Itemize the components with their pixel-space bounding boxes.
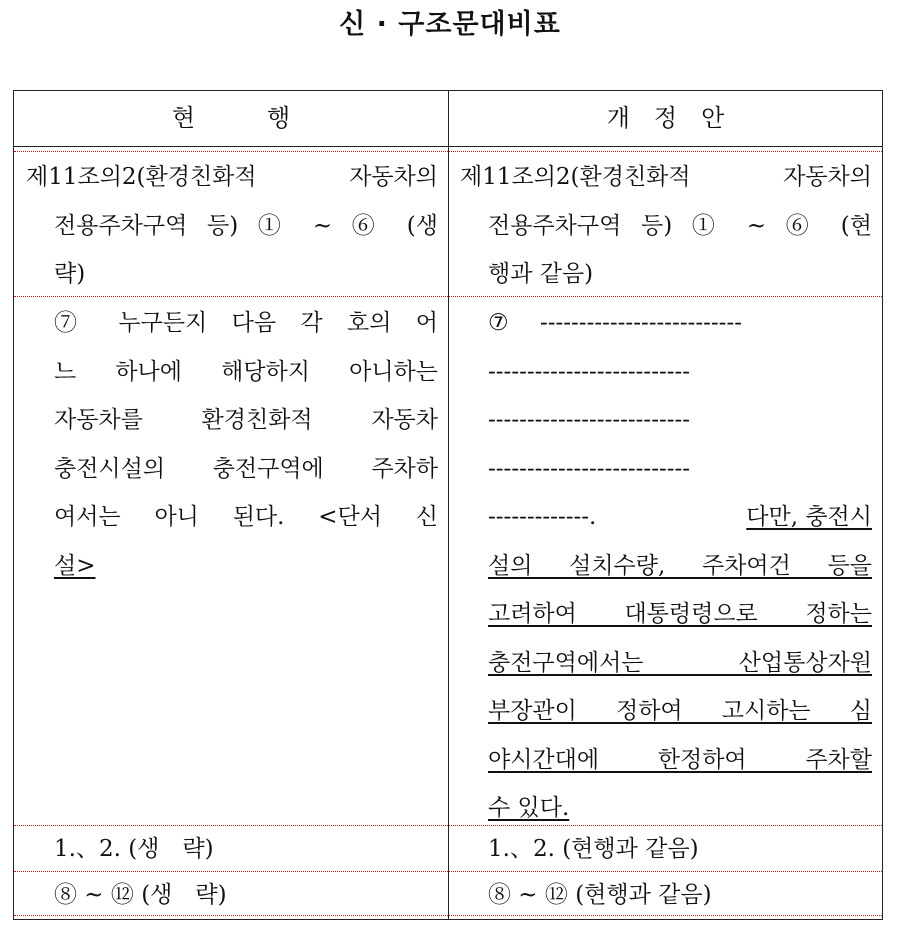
row3-revised: 1.、2. (현행과 같음) (488, 836, 699, 862)
text-line (460, 493, 872, 542)
circled-number: ⑦ (488, 310, 509, 336)
comparison-table (13, 90, 883, 920)
new-text: 야시간대에 한정하여 주차할 (488, 746, 872, 773)
new-text: 다만, 충전시 (746, 504, 872, 530)
row-divider (14, 915, 882, 916)
row2-current (26, 299, 438, 590)
header-current: 현 행 (171, 104, 291, 132)
new-text: 수 있다. (488, 795, 570, 821)
row1-revised (460, 153, 872, 299)
text-line: 설> (54, 552, 96, 579)
text-line: 전용주차구역 등) ① ~ ⑥ (현 (488, 212, 872, 239)
text-line: 느 하나에 해당하지 아니하는 (54, 358, 438, 385)
text-line: 략) (54, 261, 86, 287)
text-line: 제11조의2(환경친화적 자동차의 (26, 164, 438, 190)
dash-fill: -------------------------- (488, 455, 691, 482)
dash-fill: -------------------------- (539, 310, 742, 336)
text-line: 행과 같음) (488, 261, 594, 287)
dash-fill: -------------. (488, 504, 597, 530)
text-line: ⑦ 누구든지 다음 각 호의 어 (54, 310, 438, 336)
text-line: 전용주차구역 등) ① ~ ⑥ (생 (54, 212, 438, 239)
text-line: 제11조의2(환경친화적 자동차의 (460, 164, 872, 190)
new-text: 부장관이 정하여 고시하는 심 (488, 698, 872, 724)
text-line (460, 299, 872, 348)
header-divider (14, 146, 882, 147)
row4-revised: ⑧ ~ ⑫ (현행과 같음) (488, 882, 712, 908)
row4-current: ⑧ ~ ⑫ (생 략) (54, 882, 227, 908)
new-text: 충전구역에서는 산업통상자원 (488, 649, 872, 676)
page-title: 신 · 구조문대비표 (339, 9, 561, 40)
dash-fill: -------------------------- (488, 407, 691, 433)
dash-fill: -------------------------- (488, 358, 691, 385)
text-line: 여서는 아니 된다. <단서 신 (54, 504, 438, 530)
row-divider (14, 296, 882, 297)
row-divider (14, 151, 882, 152)
new-text: 설의 설치수량, 주차여건 등을 (488, 552, 872, 579)
header-revised: 개 정 안 (606, 104, 725, 132)
text-line: 충전시설의 충전구역에 주차하 (54, 455, 438, 482)
row3-current: 1.、2. (생 략) (54, 836, 214, 862)
row2-revised (460, 299, 872, 833)
row1-current (26, 153, 438, 299)
text-line: 자동차를 환경친화적 자동차 (54, 407, 438, 433)
new-text: 고려하여 대통령령으로 정하는 (488, 601, 872, 627)
column-divider (448, 91, 449, 919)
